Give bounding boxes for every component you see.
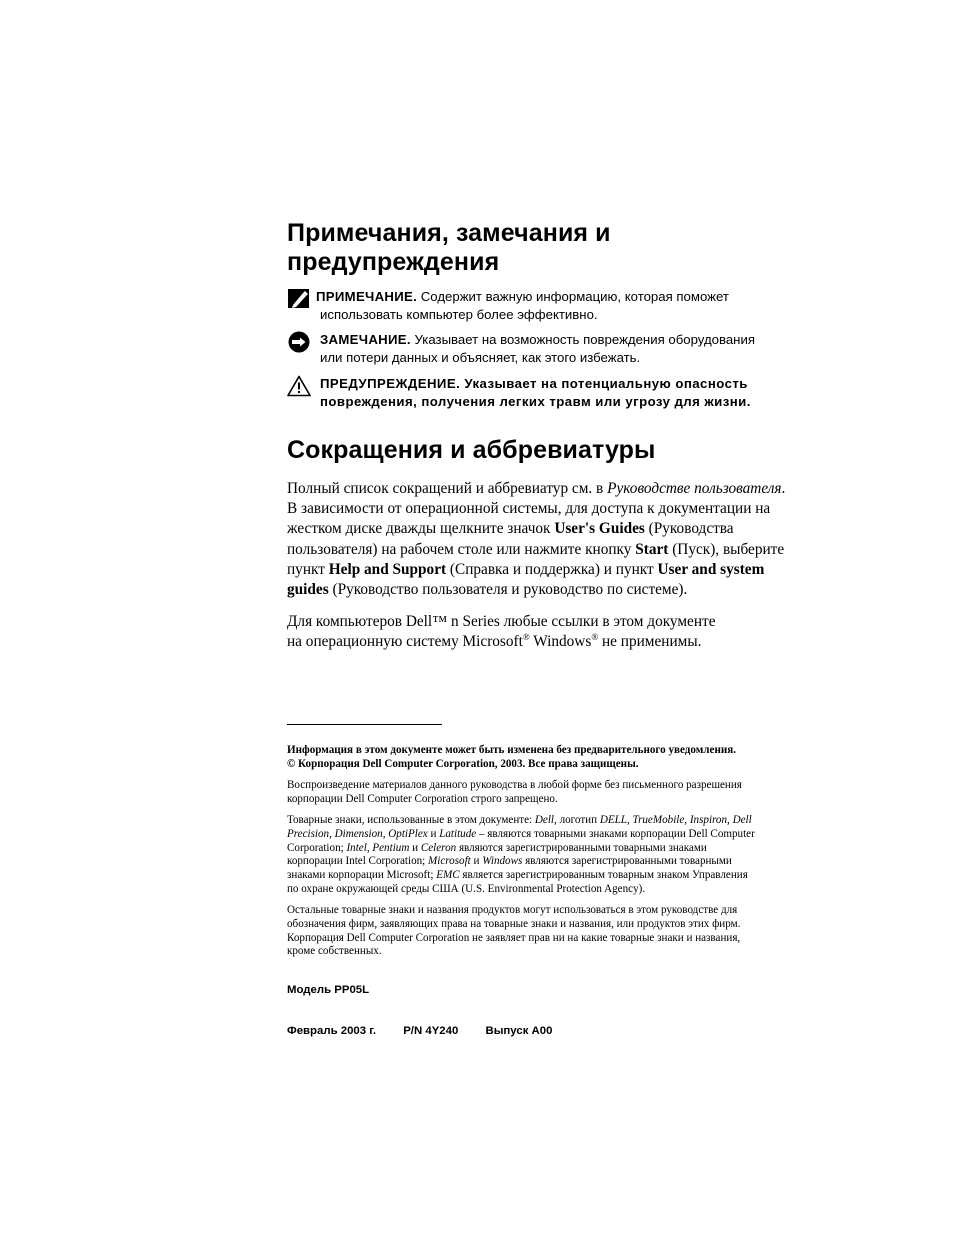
publication-date: Февраль 2003 г. <box>287 1025 377 1037</box>
p1-line-3-end: (Руководства <box>644 520 734 538</box>
model-number: Модель PP05L <box>287 984 370 996</box>
tm-optiplex: OptiPlex <box>388 827 428 840</box>
user-system-term: User and system <box>657 560 765 578</box>
p1-line-3: жестком диске дважды щелкните значок <box>287 520 555 538</box>
tm-text: Corporation; <box>287 841 347 854</box>
registered-mark: ® <box>591 632 599 643</box>
p2-line-1: Для компьютеров Dell™ n Series любые ссылки в этом документе <box>287 613 716 630</box>
other-line-1: Остальные товарные знаки и названия продуктов могут использоваться в этом руководстве для <box>287 904 738 916</box>
part-number: P/N 4Y240 <box>403 1025 459 1037</box>
notice-hand-icon <box>287 331 311 353</box>
tm-celeron: Celeron <box>420 841 457 854</box>
note-text: Содержит важную информацию, которая поможет <box>420 289 729 304</box>
repro-line-2: корпорации Dell Computer Corporation строго запрещено. <box>287 792 558 805</box>
tm-text: – являются товарными знаками корпорации Dell Computer <box>476 827 755 840</box>
tm-text: и <box>470 855 483 868</box>
repro-line-1: Воспроизведение материалов данного руководства в любой форме без письменного разрешения <box>287 779 742 791</box>
tm-text: являются зарегистрированными товарными знаками <box>456 841 707 854</box>
p2-line-2: на операционную систему Microsoft <box>287 633 523 651</box>
p1-line-6-end: (Руководство пользователя и руководство по системе). <box>328 581 688 599</box>
tm-text: , логотип <box>554 814 600 826</box>
p1-line-4: пользователя) на рабочем столе или нажмите кнопку <box>287 540 636 558</box>
p1-line-5: пункт <box>287 560 329 578</box>
p2-line-2-end: не применимы. <box>598 633 702 651</box>
users-guides-term: User's Guides <box>554 520 645 538</box>
p1-line-2: В зависимости от операционной системы, для доступа к документации на <box>287 500 771 518</box>
tm-dell: Dell <box>534 814 555 826</box>
other-line-2: обозначения фирм, заявляющих права на товарные знаки и названия, или продуктов этих фирм. <box>287 917 741 930</box>
warning-triangle-icon <box>287 375 311 397</box>
tm-inspiron: Inspiron <box>689 814 728 826</box>
p1-text: Полный список сокращений и аббревиатур см. в <box>287 480 608 497</box>
tm-emc: EMC <box>436 869 460 882</box>
tm-latitude: Latitude <box>439 827 477 840</box>
tm-microsoft: Microsoft <box>428 855 471 868</box>
reproduction-block <box>287 779 817 807</box>
tm-text: и <box>409 841 421 854</box>
notice-text: Указывает на возможность повреждения оборудования <box>414 332 755 347</box>
title-line-1: Примечания, замечания и <box>287 219 611 247</box>
copyright-block <box>287 744 817 772</box>
revision: Выпуск A00 <box>485 1025 553 1037</box>
p1-text-end: . <box>781 480 786 497</box>
note-pencil-icon <box>287 288 311 310</box>
note-label: ПРИМЕЧАНИЕ. <box>316 289 418 304</box>
tm-text: является зарегистрированным товарным знаком Управления <box>459 869 748 882</box>
tm-windows: Windows <box>482 855 523 868</box>
start-term: Start <box>635 540 669 558</box>
tm-text: являются зарегистрированными товарными <box>522 855 732 868</box>
copyright-line: © Корпорация Dell Computer Corporation, 2003. Все права защищены. <box>287 757 639 770</box>
tm-precision: Precision <box>287 827 330 840</box>
notice-text-2: или потери данных и объясняет, как этого избежать. <box>320 350 641 365</box>
tm-dell-precision: Dell <box>732 814 752 826</box>
tm-pentium: Pentium <box>372 841 410 854</box>
info-line-1: Информация в этом документе может быть изменена без предварительного уведомления. <box>287 744 737 756</box>
tm-text: по охране окружающей среды США (U.S. Environmental Protection Agency). <box>287 882 646 895</box>
help-support-term: Help and Support <box>328 560 447 578</box>
caution-label: ПРЕДУПРЕЖДЕНИЕ. <box>320 376 461 391</box>
title-line-2: предупреждения <box>287 248 500 276</box>
p1-line-4-end: (Пуск), выберите <box>668 540 785 558</box>
tm-text: Товарные знаки, использованные в этом документе: <box>287 814 535 826</box>
other-line-4: кроме собственных. <box>287 945 382 958</box>
notice-label: ЗАМЕЧАНИЕ. <box>320 332 411 347</box>
tm-intel: Intel <box>346 841 367 854</box>
note-text-2: использовать компьютер более эффективно. <box>320 307 598 322</box>
tm-text: корпорации Intel Corporation; <box>287 855 429 868</box>
caution-text-2: повреждения, получения легких травм или угрозу для жизни. <box>320 394 751 409</box>
other-trademarks-block <box>287 904 817 959</box>
tm-text: знаками корпорации Microsoft; <box>287 869 437 882</box>
trademarks-block: Товарные знаки, использованные в этом документе: Dell, логотип DELL, TrueMobile, Inspiron, Dell Precision, Dimension, OptiPlex и Latitude – являются товарными знаками корпорации Dell Computer Corporation; Intel, Pentium и Celeron являются зарегистрированными товарными знаками корпорации Intel Corporation; Microsoft и Windows являются зарегистрированными товарными знаками корпорации Microsoft; EMC является зарегистрированным товарным знаком Управления по охране окружающей среды США (U.S. Environmental Protection Agency). <box>287 814 755 895</box>
guides-term: guides <box>287 581 329 599</box>
n-series-paragraph <box>287 612 817 652</box>
section-title: Сокращения и аббревиатуры <box>287 436 656 464</box>
footnote-divider <box>287 724 442 725</box>
abbrev-paragraph <box>287 479 817 600</box>
section-notes-heading <box>287 219 807 277</box>
section-abbrev-heading <box>287 436 807 465</box>
tm-dell-logo: DELL <box>599 814 627 826</box>
caution-text: Указывает на потенциальную опасность <box>464 376 748 391</box>
tm-dimension: Dimension <box>334 827 383 840</box>
p2-windows: Windows <box>529 633 592 651</box>
registered-mark: ® <box>522 632 530 643</box>
p1-line-5-mid: (Справка и поддержка) и пункт <box>446 560 658 578</box>
tm-truemobile: TrueMobile <box>632 814 685 826</box>
publication-info <box>287 1025 807 1037</box>
users-guide-link: Руководстве пользователя <box>607 480 782 497</box>
other-line-3: Корпорация Dell Computer Corporation не заявляет прав ни на какие товарные знаки и названия, <box>287 931 741 944</box>
tm-text: и <box>427 827 440 840</box>
page-title <box>287 219 807 277</box>
